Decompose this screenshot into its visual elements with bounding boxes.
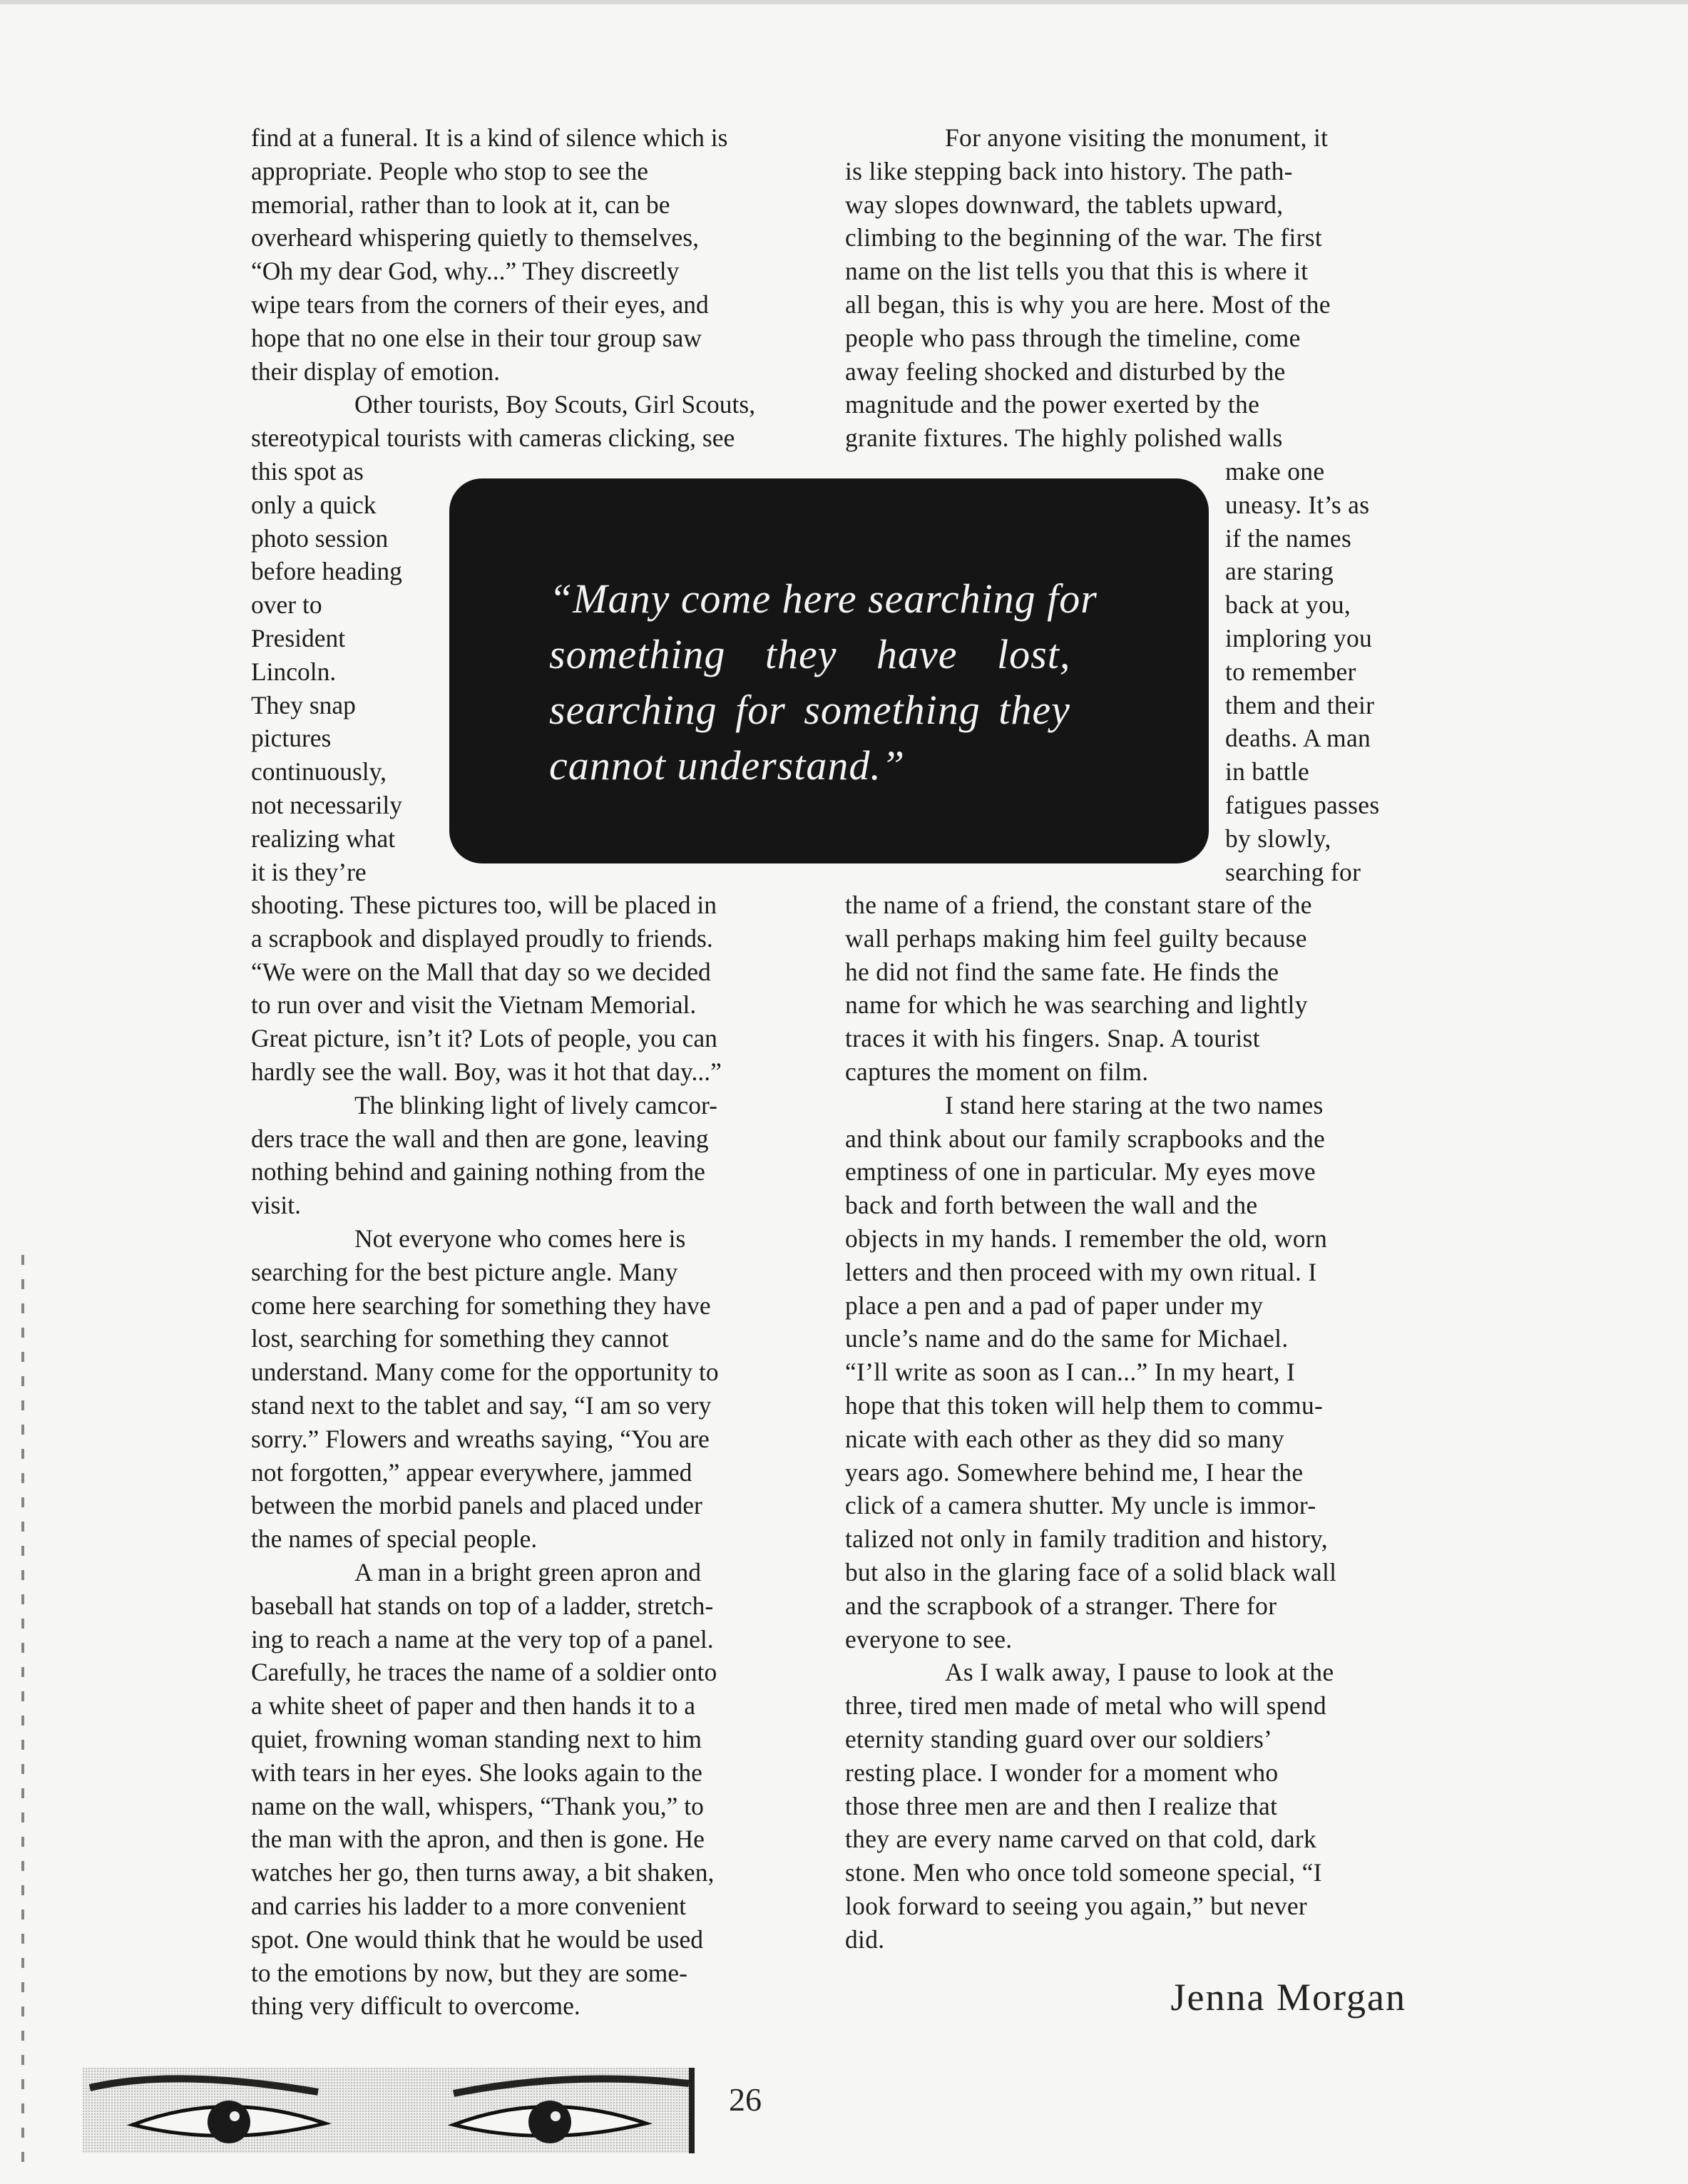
text-line: nicate with each other as they did so many [845, 1424, 1284, 1453]
text-line: magnitude and the power exerted by the [845, 390, 1260, 419]
text-line: uncle’s name and do the same for Michael. [845, 1324, 1289, 1353]
text-line: deaths. A man [1225, 724, 1371, 753]
left-wrap-text [251, 455, 436, 888]
right-column-continued [845, 888, 1405, 1957]
text-line: watches her go, then turns away, a bit shaken, [251, 1858, 715, 1887]
text-line: hope that no one else in their tour group saw [251, 323, 702, 352]
eyes-illustration-icon [83, 2068, 695, 2153]
right-column [845, 121, 1405, 455]
text-line: overheard whispering quietly to themselves, [251, 223, 699, 252]
text-line: captures the moment on film. [845, 1057, 1149, 1086]
text-line: traces it with his fingers. Snap. A tourist [845, 1024, 1260, 1053]
text-line: make one [1225, 457, 1325, 486]
text-line: hardly see the wall. Boy, was it hot that day...” [251, 1057, 722, 1086]
text-line: all began, this is why you are here. Most of the [845, 289, 1331, 319]
text-line: before heading [251, 557, 402, 586]
text-line: appropriate. People who stop to see the [251, 156, 649, 185]
text-line: to the emotions by now, but they are some- [251, 1958, 687, 1987]
text-line: searching for [1225, 857, 1361, 886]
text-line: resting place. I wonder for a moment who [845, 1758, 1279, 1787]
text-line: in battle [1225, 757, 1310, 786]
pull-quote-line: searching for something they [549, 687, 1070, 733]
text-line: ing to reach a name at the very top of a panel. [251, 1624, 714, 1654]
text-line: they are every name carved on that cold, dark [845, 1825, 1317, 1854]
text-line: nothing behind and gaining nothing from the [251, 1157, 705, 1186]
text-line: letters and then proceed with my own ritual. I [845, 1257, 1317, 1286]
text-line: did. [845, 1924, 885, 1954]
page-number: 26 [729, 2081, 762, 2118]
text-line: name on the list tells you that this is where it [845, 257, 1309, 286]
text-line: name on the wall, whispers, “Thank you,” to [251, 1791, 704, 1820]
text-line: with tears in her eyes. She looks again to the [251, 1758, 702, 1787]
text-line: “I’ll write as soon as I can...” In my heart, I [845, 1358, 1296, 1387]
text-line: shooting. These pictures too, will be placed in [251, 891, 717, 919]
text-line: imploring you [1225, 623, 1373, 652]
text-line: objects in my hands. I remember the old, worn [845, 1224, 1328, 1253]
text-line: photo session [251, 523, 389, 553]
text-line: name for which he was searching and lightly [845, 990, 1308, 1020]
text-line: “Oh my dear God, why...” They discreetly [251, 257, 680, 286]
text-line: it is they’re [251, 857, 367, 886]
text-line: a white sheet of paper and then hands it to a [251, 1691, 696, 1721]
text-line: Lincoln. [251, 657, 337, 686]
text-line: over to [251, 590, 322, 620]
text-line: come here searching for something they have [251, 1291, 711, 1320]
author-signature: Jenna Morgan [1170, 1976, 1406, 2019]
text-line: to remember [1225, 657, 1356, 686]
text-line: baseball hat stands on top of a ladder, stretch- [251, 1591, 714, 1620]
text-line: are staring [1225, 557, 1334, 586]
text-line: the names of special people. [251, 1524, 538, 1554]
pull-quote-line: cannot understand.” [549, 742, 906, 789]
text-line: granite fixtures. The highly polished walls [845, 424, 1283, 453]
text-line: climbing to the beginning of the war. The first [845, 223, 1323, 252]
text-line: lost, searching for something they cannot [251, 1324, 669, 1353]
text-line: this spot as [251, 457, 364, 486]
text-line: They snap [251, 690, 356, 719]
text-line: stone. Men who once told someone special, “I [845, 1858, 1322, 1887]
text-line: is like stepping back into history. The path- [845, 156, 1293, 185]
text-line: everyone to see. [845, 1624, 1013, 1654]
text-line: but also in the glaring face of a solid black wall [845, 1557, 1337, 1586]
text-line: The blinking light of lively camcor- [354, 1090, 717, 1119]
text-line: only a quick [251, 490, 377, 519]
text-line: eternity standing guard over our soldiers’ [845, 1724, 1273, 1753]
text-line: a scrapbook and displayed proudly to friends. [251, 923, 713, 953]
text-line: way slopes downward, the tablets upward, [845, 190, 1284, 219]
text-line: President [251, 623, 346, 652]
text-line: For anyone visiting the monument, it [945, 123, 1329, 152]
text-line: understand. Many come for the opportunity to [251, 1358, 719, 1387]
left-column [251, 121, 818, 455]
text-line: stereotypical tourists with cameras clicking, see [251, 424, 735, 453]
text-line: Great picture, isn’t it? Lots of people, you can [251, 1024, 717, 1053]
text-line: them and their [1225, 690, 1375, 719]
text-line: I stand here staring at the two names [945, 1090, 1324, 1119]
text-line: uneasy. It’s as [1225, 490, 1370, 519]
left-column-continued [251, 888, 818, 2023]
text-line: memorial, rather than to look at it, can be [251, 190, 670, 219]
text-line: “We were on the Mall that day so we decided [251, 957, 711, 986]
text-line: spot. One would think that he would be used [251, 1924, 703, 1954]
text-line: As I walk away, I pause to look at the [945, 1658, 1334, 1687]
text-line: talized not only in family tradition and history, [845, 1524, 1328, 1554]
text-line: Other tourists, Boy Scouts, Girl Scouts, [354, 390, 756, 419]
text-line: by slowly, [1225, 824, 1331, 853]
text-line: hope that this token will help them to commu- [845, 1390, 1324, 1420]
pull-quote-line: “Many come here searching for [549, 575, 1098, 622]
right-wrap-text [1225, 455, 1411, 888]
text-line: three, tired men made of metal who will spend [845, 1691, 1326, 1721]
text-line: and carries his ladder to a more convenient [251, 1891, 687, 1920]
text-line: pictures [251, 724, 332, 753]
text-line: away feeling shocked and disturbed by the [845, 357, 1286, 386]
text-line: quiet, frowning woman standing next to him [251, 1724, 702, 1753]
text-line: stand next to the tablet and say, “I am so very [251, 1390, 712, 1420]
text-line: their display of emotion. [251, 357, 501, 386]
text-line: those three men are and then I realize that [845, 1791, 1278, 1820]
text-line: not forgotten,” appear everywhere, jammed [251, 1457, 692, 1487]
text-line: if the names [1225, 523, 1352, 553]
text-line: and think about our family scrapbooks and the [845, 1124, 1326, 1153]
text-line: wipe tears from the corners of their eyes, and [251, 289, 709, 319]
pull-quote-box [449, 478, 1209, 863]
text-line: he did not find the same fate. He finds the [845, 957, 1279, 986]
text-line: continuously, [251, 757, 387, 786]
text-line: to run over and visit the Vietnam Memorial. [251, 990, 697, 1020]
text-line: back and forth between the wall and the [845, 1191, 1258, 1220]
text-line: searching for the best picture angle. Many [251, 1257, 678, 1286]
text-line: fatigues passes [1225, 790, 1380, 819]
scan-edge [0, 0, 1688, 4]
text-line: click of a camera shutter. My uncle is immor- [845, 1491, 1316, 1520]
text-line: look forward to seeing you again,” but never [845, 1891, 1308, 1920]
text-line: place a pen and a pad of paper under my [845, 1291, 1264, 1320]
text-line: emptiness of one in particular. My eyes move [845, 1157, 1316, 1186]
text-line: visit. [251, 1191, 302, 1220]
scan-binding-marks [21, 1255, 24, 2175]
text-line: find at a funeral. It is a kind of silence which is [251, 123, 728, 152]
text-line: Carefully, he traces the name of a soldier onto [251, 1658, 717, 1687]
pull-quote-line: something they have lost, [549, 631, 1071, 677]
text-line: A man in a bright green apron and [354, 1557, 702, 1586]
text-line: and the scrapbook of a stranger. There for [845, 1591, 1277, 1620]
text-line: thing very difficult to overcome. [251, 1991, 580, 2021]
text-line: the man with the apron, and then is gone. He [251, 1825, 705, 1854]
text-line: people who pass through the timeline, come [845, 323, 1301, 352]
text-line: between the morbid panels and placed under [251, 1491, 702, 1520]
text-line: realizing what [251, 824, 396, 853]
text-line: Not everyone who comes here is [354, 1224, 686, 1253]
text-line: not necessarily [251, 790, 402, 819]
text-line: back at you, [1225, 590, 1351, 620]
text-line: wall perhaps making him feel guilty because [845, 923, 1307, 953]
text-line: sorry.” Flowers and wreaths saying, “You are [251, 1424, 710, 1453]
text-line: ders trace the wall and then are gone, leaving [251, 1124, 709, 1153]
text-line: the name of a friend, the constant stare of the [845, 891, 1312, 919]
text-line: years ago. Somewhere behind me, I hear the [845, 1457, 1304, 1487]
